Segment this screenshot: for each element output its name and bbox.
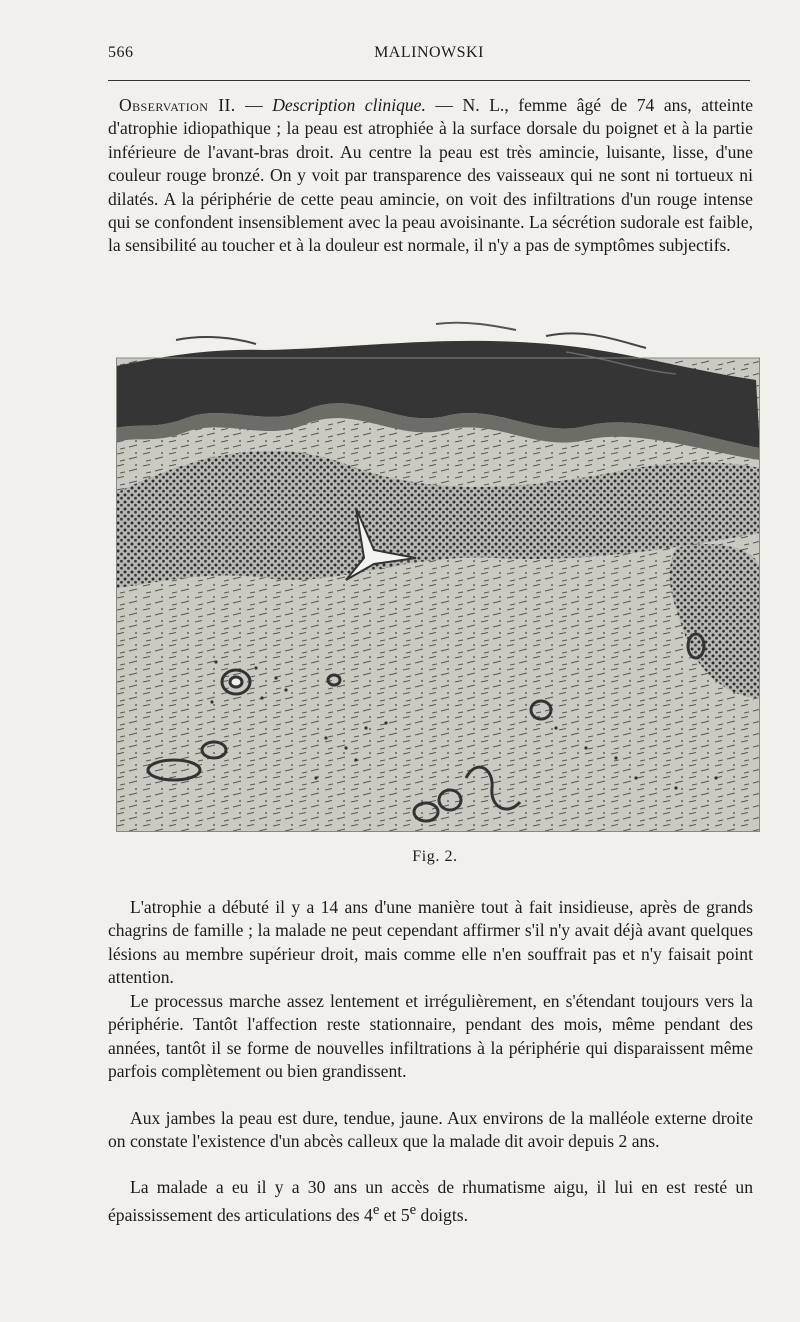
observation-dash: — <box>235 95 273 115</box>
histology-figure <box>116 318 760 832</box>
running-head <box>108 44 750 68</box>
observation-paragraph <box>108 94 753 258</box>
paragraph-text: doigts. <box>416 1205 468 1226</box>
observation-label: Observation II. <box>119 95 236 115</box>
figure-caption: Fig. 2. <box>412 848 458 865</box>
observation-heading: Description clinique. <box>272 95 426 115</box>
superscript: e <box>372 1202 380 1219</box>
page-number: 566 <box>108 44 134 61</box>
paragraph <box>108 1176 753 1228</box>
paragraph-text: La malade a eu il y a 30 ans un accès de rhumatisme aigu, il lui en est resté un épaississement des articulations des 4 <box>108 1177 753 1226</box>
histology-illustration <box>116 318 760 832</box>
observation-body: — N. L., femme âgé de 74 ans, atteinte d'atrophie idiopathique ; la peau est atrophiée à la surface dorsale du poignet et à la partie inférieure de l'avant-bras droit. Au centre la peau est très amincie, luisante, lisse, d'une couleur rouge bronzé. On y voit par transparence des vaisseaux qui ne sont ni tortueux ni dilatés. A la périphérie de cette peau amincie, on voit des infiltrations d'un rouge intense qui se confondent insensiblement avec la peau avoisinante. La sécrétion sudorale est faible, la sensibilité au toucher et à la douleur est normale, il n'y a pas de symptômes subjectifs. <box>108 95 754 256</box>
paragraph-text: et 5 <box>379 1205 410 1226</box>
superscript: e <box>409 1202 417 1219</box>
paragraph: L'atrophie a débuté il y a 14 ans d'une manière tout à fait insidieuse, après de grands chagrins de famille ; la malade ne peut cependant affirmer s'il n'y avait déjà avant quelques lésions au membre supérieur droit, mais comme elle n'en souffrait pas et n'y faisait point attention. <box>108 897 753 988</box>
running-title: MALINOWSKI <box>374 44 484 61</box>
paragraph: Le processus marche assez lentement et irrégulièrement, en s'étendant toujours vers la périphérie. Tantôt l'affection reste stationnaire, pendant des mois, même pendant des années, tantôt il se forme de nouvelles infiltrations à la périphérie qui disparaissent même parfois complètement ou bien grandissent. <box>108 991 753 1082</box>
header-rule <box>108 80 750 81</box>
paragraph: Aux jambes la peau est dure, tendue, jaune. Aux environs de la malléole externe droite on constate l'existence d'un abcès calleux que la malade dit avoir depuis 2 ans. <box>108 1108 753 1152</box>
